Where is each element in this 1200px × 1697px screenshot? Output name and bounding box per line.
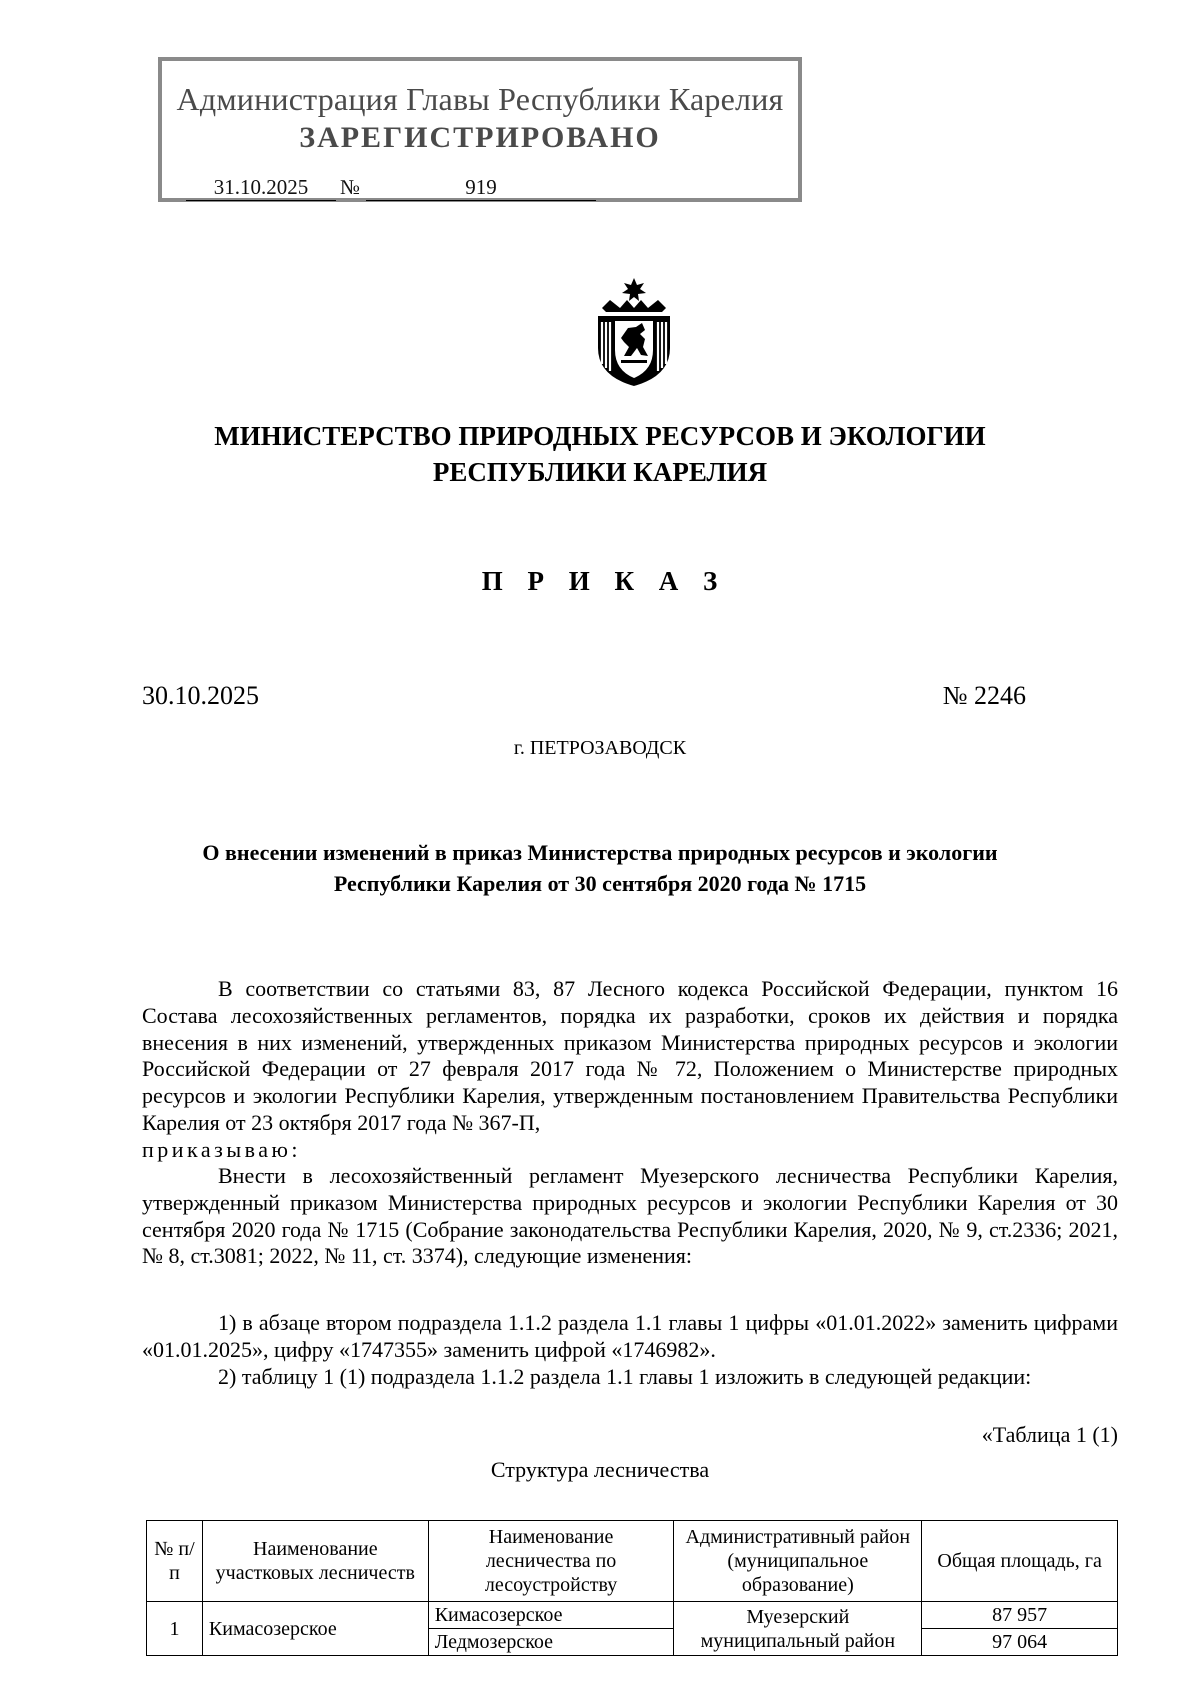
order-word: приказываю:	[142, 1136, 302, 1162]
karelia-coat-of-arms-icon	[588, 278, 680, 388]
item-1: 1) в абзаце втором подраздела 1.1.2 раздела 1.1 главы 1 цифры «01.01.2022» заменить цифрами «01.01.2025», цифру «1747355» заменить цифрой «1746982».	[142, 1310, 1118, 1362]
row-number: 1	[147, 1602, 203, 1656]
ministry-line-2: РЕСПУБЛИКИ КАРЕЛИЯ	[432, 457, 768, 487]
preamble-paragraph: В соответствии со статьями 83, 87 Лесного кодекса Российской Федерации, пунктом 16 Состава лесохозяйственных регламентов, порядка их разработки, сроков их действия и порядка внесения в них изменений, утвержденных приказом Министерства природных ресурсов и экологии Российской Федерации от 27 февраля 2017 года № 72, Положением о Министерстве природных ресурсов и экологии Республики Карелия, утвержденным постановлением Правительства Республики Карелия от 23 октября 2017 года № 367-П,	[142, 976, 1118, 1135]
table-caption: Структура лесничества	[490, 1457, 710, 1482]
ministry-line-1: МИНИСТЕРСТВО ПРИРОДНЫХ РЕСУРСОВ И ЭКОЛОГИИ	[214, 421, 986, 451]
stamp-date: 31.10.2025	[186, 175, 336, 201]
header-district-forestry: Наименование участковых лесничеств	[202, 1521, 428, 1602]
registration-stamp	[158, 57, 802, 202]
table-label: «Таблица 1 (1)	[981, 1422, 1118, 1447]
row-area-a: 87 957	[922, 1602, 1118, 1629]
table-header-row	[147, 1521, 1118, 1602]
document-city: г. ПЕТРОЗАВОДСК	[513, 737, 687, 759]
row-forestry-b: Ледмозерское	[428, 1629, 674, 1656]
header-area: Общая площадь, га	[922, 1521, 1118, 1602]
preamble-block	[142, 976, 1118, 1164]
document-date: 30.10.2025	[142, 681, 259, 710]
header-number: № п/п	[147, 1521, 203, 1602]
document-type: П Р И К А З	[481, 566, 727, 596]
stamp-authority: Администрация Главы Республики Карелия	[176, 81, 784, 117]
main-paragraph: Внести в лесохозяйственный регламент Муезерского лесничества Республики Карелия, утвержденный приказом Министерства природных ресурсов и экологии Республики Карелия от 30 сентября 2020 года № 1715 (Собрание законодательства Республики Карелия, 2020, № 9, ст.2336; 2021, № 8, ст.3081; 2022, № 11, ст. 3374), следующие изменения:	[142, 1163, 1118, 1269]
table-row	[147, 1602, 1118, 1629]
title-line-1: О внесении изменений в приказ Министерства природных ресурсов и экологии	[202, 840, 998, 865]
stamp-registration-line	[186, 175, 596, 201]
main-paragraph-block	[142, 1163, 1118, 1270]
header-forestry: Наименование лесничества по лесоустройству	[428, 1521, 674, 1602]
row-district-forestry: Кимасозерское	[202, 1602, 428, 1656]
row-forestry-a: Кимасозерское	[428, 1602, 674, 1629]
row-area-b: 97 064	[922, 1629, 1118, 1656]
stamp-number-label: №	[340, 175, 361, 199]
item-2-block	[142, 1364, 1118, 1391]
header-municipality: Административный район (муниципальное образование)	[674, 1521, 922, 1602]
item-1-block	[142, 1310, 1118, 1364]
document-title	[0, 837, 1200, 899]
stamp-number: 919	[366, 175, 596, 201]
forestry-structure-table	[146, 1520, 1118, 1656]
item-2: 2) таблицу 1 (1) подраздела 1.1.2 раздела 1.1 главы 1 изложить в следующей редакции:	[218, 1364, 1032, 1389]
title-line-2: Республики Карелия от 30 сентября 2020 года № 1715	[333, 871, 867, 896]
row-municipality	[674, 1602, 922, 1656]
row-municipality-line-2: муниципальный район	[700, 1629, 896, 1652]
document-number: № 2246	[942, 681, 1026, 710]
stamp-status: ЗАРЕГИСТРИРОВАНО	[299, 121, 661, 154]
ministry-name	[0, 418, 1200, 490]
row-municipality-line-1: Муезерский	[746, 1605, 850, 1628]
